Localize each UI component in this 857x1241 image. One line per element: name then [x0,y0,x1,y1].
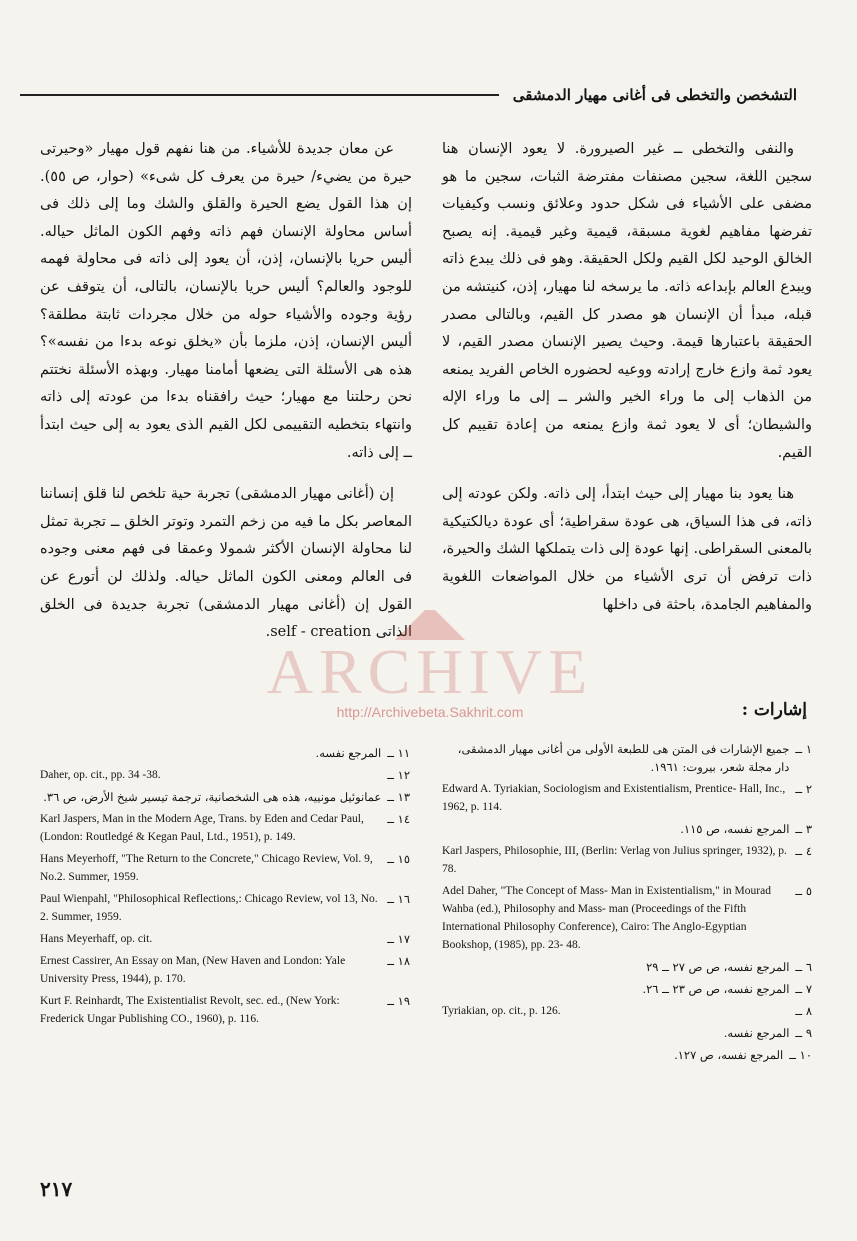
footnote [40,810,410,846]
footnote [442,958,812,976]
footnote-number: ٨ ــ [795,1004,812,1018]
footnote-number: ١٠ ــ [789,1048,812,1062]
footnote-text: Ernest Cassirer, An Essay on Man, (New Haven and London: Yale University Press, 1944), p. 170. [40,955,346,985]
notes-list-right [442,740,812,1068]
footnote-number: ١٢ ــ [387,768,410,782]
footnote-text: جميع الإشارات فى المتن هى للطبعة الأولى من أغانى مهيار الدمشقى، دار مجلة شعر، بيروت: ١٩٦١. [457,742,790,774]
footnote-text: Daher, op. cit., pp. 34 -38. [40,769,161,781]
footnote-text: المرجع نفسه، ص ١٢٧. [674,1048,784,1062]
paragraph: هنا يعود بنا مهيار إلى حيث ابتدأ، إلى ذاته. ولكن عودته إلى ذاته، فى هذا السياق، هى عودة سقراطية؛ أى عودة ديالكتيكية بالمعنى السقراطى. إنها عودة إلى ذات يتملكها الشك والحيرة، ذات ترفض أن ترى الأشياء من خلال المواضعات اللغوية والمفاهيم الجامدة، باحثة فى داخلها [442,486,812,613]
footnote [442,980,812,998]
footnote [40,744,410,762]
footnote [442,842,812,878]
footnote-text: Karl Jaspers, Philosophie, III, (Berlin: Verlag von Julius springer, 1932), p. 78. [442,845,787,875]
footnote-text: المرجع نفسه، ص ١١٥. [680,822,790,836]
footnote [40,930,410,948]
footnote-number: ٩ ــ [795,1026,812,1040]
footnote-number: ٦ ــ [795,960,812,974]
footnote-number: ٣ ــ [795,822,812,836]
footnote-number: ١ ــ [795,742,812,756]
footnote-number: ٧ ــ [795,982,812,996]
footnote-number: ١٨ ــ [387,954,410,968]
footnote-number: ١٦ ــ [387,892,410,906]
footnote-text: عمانوئيل مونييه، هذه هى الشخصانية، ترجمة تيسير شيخ الأرض، ص ٣٦. [43,790,382,804]
footnote [40,890,410,926]
footnote-number: ٥ ــ [795,884,812,898]
footnote [442,780,812,816]
footnote [442,820,812,838]
paragraph: عن معان جديدة للأشياء. من هنا نفهم قول مهيار «وحيرتى حيرة من يضيء/ حيرة من يعرف كل شىء» (حوار، ص ٥٥). إن هذا القول يضع الحيرة والقلق والشك وما إلى ذلك فى أساس محاولة الإنسان فهم ذاته وفهم الكون الماثل حياله. أليس حريا بالإنسان، إذن، أن يعود إلى ذاته فى محاولة فهمه للوجود والعالم؟ أليس حريا بالإنسان، بالتالى، أن يتوقف عن رؤية وجوده والأشياء حوله من خلال مجردات ثابتة مطلقة؟ أليس الإنسان، إذن، ملزما بأن «يخلق نوعه بدءا من نفسه»؟ هذه هى الأسئلة التى يضعها أمامنا مهيار. وبهذه الأسئلة نختتم نحن رحلتنا مع مهيار؛ حيث رافقناه بدءا من عودته إلى ذاته وانتهاء بتخطيه التقييمى لكل القيم الذى يعود به إلى حيث ابتدأ ــ إلى ذاته. [40,141,412,461]
footnote-number: ١١ ــ [387,746,410,760]
running-header-title: التشخصن والتخطى فى أغانى مهيار الدمشقى [512,86,797,104]
running-header [20,80,797,110]
footnote-text: Karl Jaspers, Man in the Modern Age, Trans. by Eden and Cedar Paul, (London: Routledgé & Kegan Paul, Ltd., 1951), p. 149. [40,813,364,843]
page-number: ٢١٧ [40,1177,73,1201]
footnote-number: ٢ ــ [795,782,812,796]
footnote-text: المرجع نفسه. [315,746,382,760]
notes-list-left [40,744,410,1032]
footnote [442,882,812,954]
footnote [442,1002,812,1020]
footnote-text: Paul Wienpahl, "Philosophical Reflections,: Chicago Review, vol 13, No. 2. Summer, 1959. [40,893,378,923]
header-rule [20,94,499,96]
footnote [442,1046,812,1064]
notes-title: إشارات : [741,700,807,720]
footnote-number: ١٧ ــ [387,932,410,946]
footnote-number: ١٩ ــ [387,994,410,1008]
footnote-number: ٤ ــ [795,844,812,858]
footnote-text: Hans Meyerhoff, "The Return to the Concrete," Chicago Review, Vol. 9, No.2. Summer, 1959. [40,853,373,883]
footnote-number: ١٤ ــ [387,812,410,826]
footnote [40,850,410,886]
paragraph: إن (أغانى مهيار الدمشقى) تجربة حية تلخص لنا قلق إنساننا المعاصر بكل ما فيه من زخم التمرد وتوتر الخلق ــ تجربة تمثل لنا محاولة الإنسان الأكثر شمولا وعمقا فى فهم معنى وجوده فى العالم ومعنى الكون الماثل حياله. ولذلك لن أتورع عن القول إن (أغانى مهيار الدمشقى) تجربة جديدة فى الخلق الذاتى self - creation. [40,486,412,641]
footnote [40,766,410,784]
footnote-text: Adel Daher, "The Concept of Mass- Man in Existentialism," in Mourad Wahba (ed.), Philosophy and Mass- man (Proceedings of the Fifth International Philosophy Conference), Cairo: The Anglo-Egyptian Bookshop, (1985), pp. 23- 48. [442,885,771,951]
footnote-number: ١٥ ــ [387,852,410,866]
footnote-text: المرجع نفسه. [723,1026,790,1040]
footnote-text: Hans Meyerhaff, op. cit. [40,933,153,945]
footnote-text: المرجع نفسه، ص ص ٢٧ ــ ٢٩ [646,960,790,974]
footnote-text: المرجع نفسه، ص ص ٢٣ ــ ٢٦. [642,982,790,996]
paragraph: والنفى والتخطى ــ غير الصيرورة. لا يعود الإنسان هنا سجين اللغة، سجين مصنفات مفترضة الثبات، سجين ما هو مضفى على الأشياء فى شكل حدود وعلائق ونسب وكيفيات تفرضها مفاهيم لغوية مسبقة، قيمية وغير قيمية. إنه يصبح الخالق الوحيد لكل القيم ولكل الحقيقة. وهو فى ذلك يبدع ذاته ويبدع العالم بإبداعه ذاته. ما يرسخه لنا مهيار، إذن، كنيتشه من قبله، مبدأ أن الإنسان هو مصدر كل القيم، وبالتالى مصدر الحقيقة باعتبارها قيمة. وحيث يصير الإنسان مصدر القيم، لا يعود ثمة وازع خارج إرادته ووعيه لحضوره الخاص الفريد يمنعه من الذهاب إلى ما وراء الخير والشر ــ إلى ما وراء الإله والشيطان؛ أى لا يعود ثمة وازع يمنعه من إعادة تقييم كل القيم. [442,141,812,461]
footnote-number: ١٣ ــ [387,790,410,804]
footnote-text: Edward A. Tyriakian, Sociologism and Existentialism, Prentice- Hall, Inc., 1962, p. 114. [442,783,786,813]
watermark-url: http://Archivebeta.Sakhrit.com [336,704,524,720]
footnote-text: Tyriakian, op. cit., p. 126. [442,1005,561,1017]
body-column-right [442,136,812,633]
footnote [40,952,410,988]
footnote [442,740,812,776]
watermark-word: ARCHIVE [266,636,594,707]
footnote [442,1024,812,1042]
footnote-text: Kurt F. Reinhardt, The Existentialist Revolt, sec. ed., (New York: Frederick Ungar Publishing CO., 1960), p. 116. [40,995,340,1025]
footnote [40,788,410,806]
body-column-left [40,136,412,661]
footnote [40,992,410,1028]
